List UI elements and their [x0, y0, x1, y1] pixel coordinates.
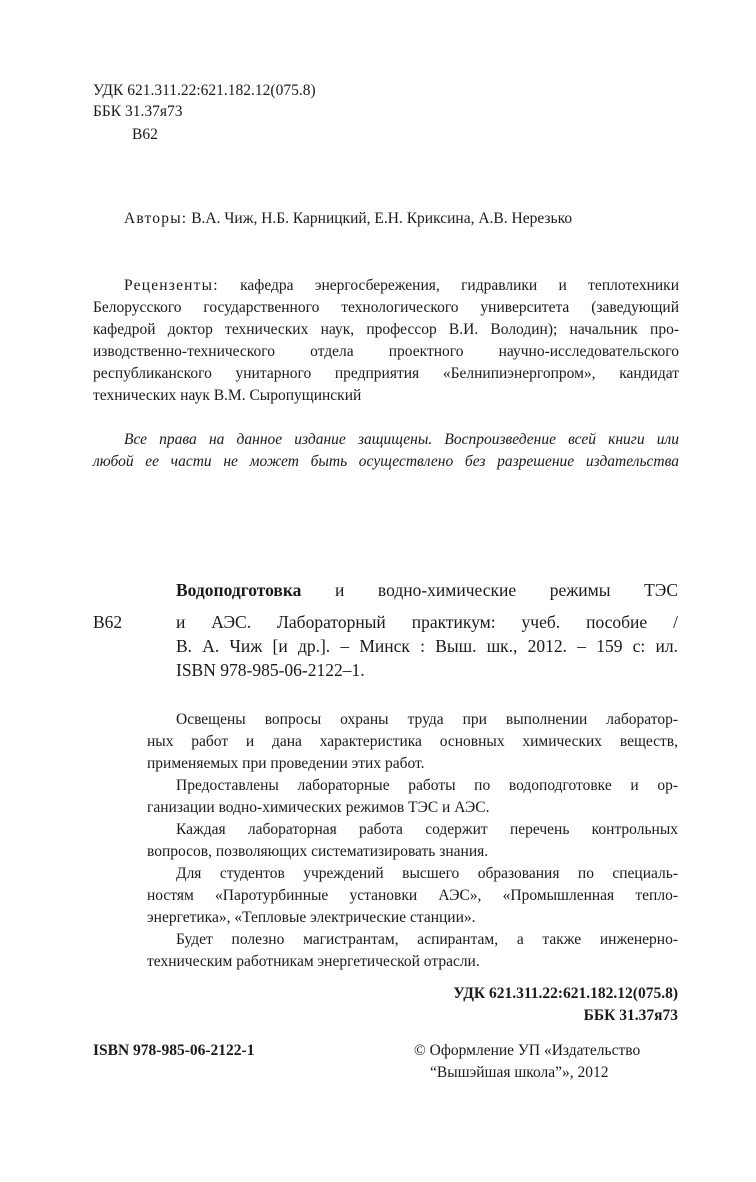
catalog-title-line: [176, 578, 678, 602]
catalog-title-rest: и водно-химические режимы ТЭС: [301, 580, 678, 600]
authors-label: Авторы:: [124, 210, 188, 227]
abstract-line-6: Каждая лабораторная работа содержит перечень контрольных: [176, 821, 678, 838]
abstract-line-5: ганизации водно-химических режимов ТЭС и АЭС.: [147, 799, 490, 816]
copyright-line-2: “Вышэйшая школа”», 2012: [430, 1064, 609, 1081]
rights-line-2: любой ее части не может быть осуществлено без разрешение издательства: [93, 453, 679, 470]
abstract-line-1: Освещены вопросы охраны труда при выполнении лаборатор-: [176, 711, 678, 728]
abstract-line-9: ностям «Паротурбинные установки АЭС», «Промышленная тепло-: [147, 887, 678, 904]
footer-bbk: ББК 31.37я73: [583, 1007, 678, 1024]
catalog-code: В62: [93, 612, 123, 632]
reviewers-label: Рецензенты:: [124, 277, 219, 294]
reviewers-line-2: Белорусского государственного технологического университета (заведующий: [93, 299, 679, 316]
abstract-line-11: Будет полезно магистрантам, аспирантам, а также инженерно-: [176, 931, 678, 948]
rights-line-1: Все права на данное издание защищены. Воспроизведение всей книги или: [124, 431, 679, 448]
abstract-line-7: вопросов, позволяющих систематизировать знания.: [147, 843, 489, 860]
abstract-line-4: Предоставлены лабораторные работы по водоподготовке и ор-: [176, 777, 678, 794]
catalog-isbn: ISBN 978-985-06-2122–1.: [176, 660, 365, 680]
copyright-line-1: © Оформление УП «Издательство: [414, 1042, 641, 1059]
abstract-line-12: техническим работникам энергетической отрасли.: [147, 953, 480, 970]
abstract-line-8: Для студентов учреждений высшего образования по специаль-: [176, 865, 678, 882]
bbk-code: ББК 31.37я73: [93, 103, 183, 120]
footer-isbn: ISBN 978-985-06-2122-1: [93, 1042, 255, 1059]
authors-names: В.А. Чиж, Н.Б. Карницкий, Е.Н. Криксина, А.В. Нерезько: [191, 210, 573, 227]
author-mark: В62: [132, 126, 158, 143]
catalog-title-bold: Водоподготовка: [176, 580, 302, 600]
abstract-line-10: энергетика», «Тепловые электрические станции».: [147, 909, 476, 926]
footer-udk: УДК 621.311.22:621.182.12(075.8): [453, 985, 678, 1002]
authors-line: [124, 208, 572, 229]
reviewers-line-6: технических наук В.М. Сыропущинский: [93, 387, 362, 404]
abstract-line-2: ных работ и дана характеристика основных химических веществ,: [147, 733, 678, 750]
catalog-line-2: и АЭС. Лабораторный практикум: учеб. пособие /: [176, 612, 678, 632]
abstract-line-3: применяемых при проведении этих работ.: [147, 755, 425, 772]
catalog-line-3: В. А. Чиж [и др.]. – Минск : Выш. шк., 2012. – 159 с: ил.: [176, 636, 678, 656]
reviewers-line-4: изводственно-технического отдела проектного научно-исследовательского: [93, 343, 679, 360]
reviewers-line-3: кафедрой доктор технических наук, профессор В.И. Володин); начальник про-: [93, 321, 679, 338]
reviewers-line-5: республиканского унитарного предприятия «Белнипиэнергопром», кандидат: [93, 365, 679, 382]
udk-code: УДК 621.311.22:621.182.12(075.8): [93, 82, 316, 99]
reviewers-line-1: Рецензенты: кафедра энергосбережения, гидравлики и теплотехники: [124, 277, 680, 294]
